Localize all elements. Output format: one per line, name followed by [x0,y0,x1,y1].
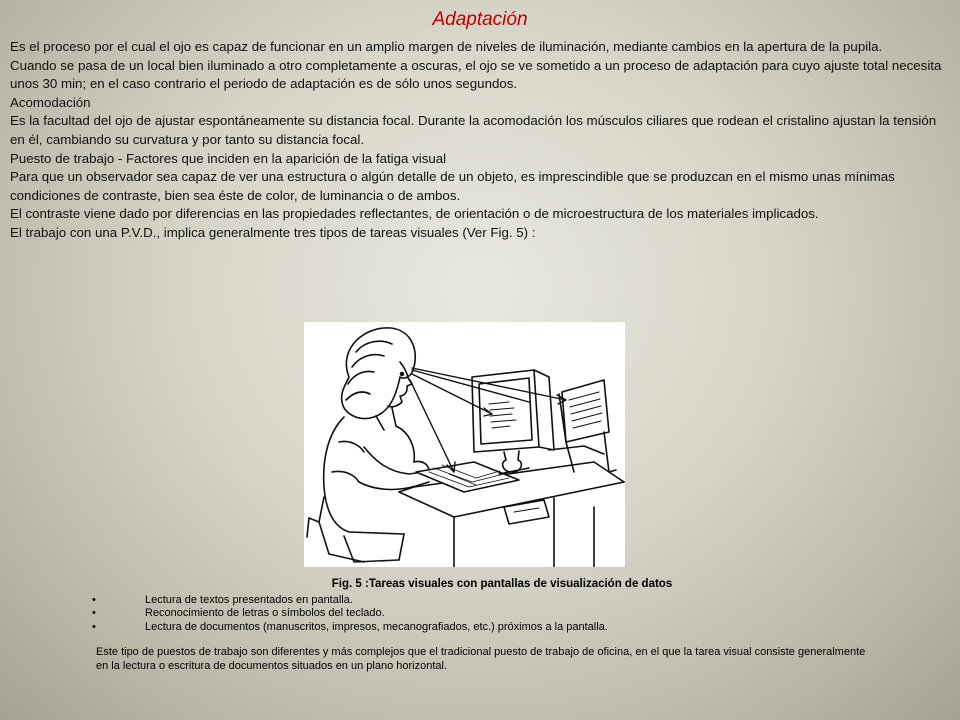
heading-accommodation: Acomodación [10,94,91,110]
slide-title: Adaptación [432,9,528,30]
person-at-computer-drawing [304,322,625,567]
bullet-icon: • [92,620,96,633]
heading-workstation: Puesto de trabajo - Factores que inciden en la aparición de la fatiga visual [10,150,447,166]
paragraph-accommodation-definition: Es la facultad del ojo de ajustar espontáneamente su distancia focal. Durante la acomodación los músculos ciliares que rodean el cristalino ajustan la tensión en él, cambiando su curvatura y por tanto su distancia focal. [10,113,937,147]
list-item-text: Lectura de documentos (manuscritos, impresos, mecanografiados, etc.) próximos a la pantalla. [145,620,608,633]
bullet-icon: • [92,593,96,606]
visual-tasks-list [92,594,872,635]
paragraph-contrast-origin: El contraste viene dado por diferencias en las propiedades reflectantes, de orientación o de microestructura de los materiales implicados. [10,206,819,222]
list-item-text: Lectura de textos presentados en pantalla. [145,593,353,606]
bullet-icon: • [92,607,96,620]
workstation-illustration [304,322,625,567]
paragraph-adaptation-time: Cuando se pasa de un local bien iluminado a otro completamente a oscuras, el ojo se ve sometido a un proceso de adaptación para cuyo ajuste total necesita unos 30 min; en el caso contrario el periodo de adaptación es de sólo unos segundos. [10,57,942,92]
paragraph-adaptation-definition: Es el proceso por el cual el ojo es capaz de funcionar en un amplio margen de niveles de iluminación, mediante cambios en la apertura de la pupila. [10,39,883,54]
list-item [92,594,872,608]
paragraph-contrast-conditions: Para que un observador sea capaz de ver una estructura o algún detalle de un objeto, es imprescindible que se produzcan en el mismo unas mínimas condiciones de contraste, bien sea éste de color, de luminancia o de ambos. [10,169,895,203]
list-item [92,621,872,635]
figure-text [92,578,872,674]
paragraph-pvd-tasks: El trabajo con una P.V.D., implica generalmente tres tipos de tareas visuales (Ver Fig. 5) : [10,224,536,240]
list-item [92,607,872,621]
body-text [10,38,950,243]
list-item-text: Reconocimiento de letras o símbolos del teclado. [145,607,385,620]
figure-caption: Fig. 5 :Tareas visuales con pantallas de visualización de datos [331,578,673,590]
closing-paragraph: Este tipo de puestos de trabajo son diferentes y más complejos que el tradicional puesto de trabajo de oficina, en el que la tarea visual consiste generalmente en la lectura o escritura de documentos situados en un plano horizontal. [96,646,866,672]
